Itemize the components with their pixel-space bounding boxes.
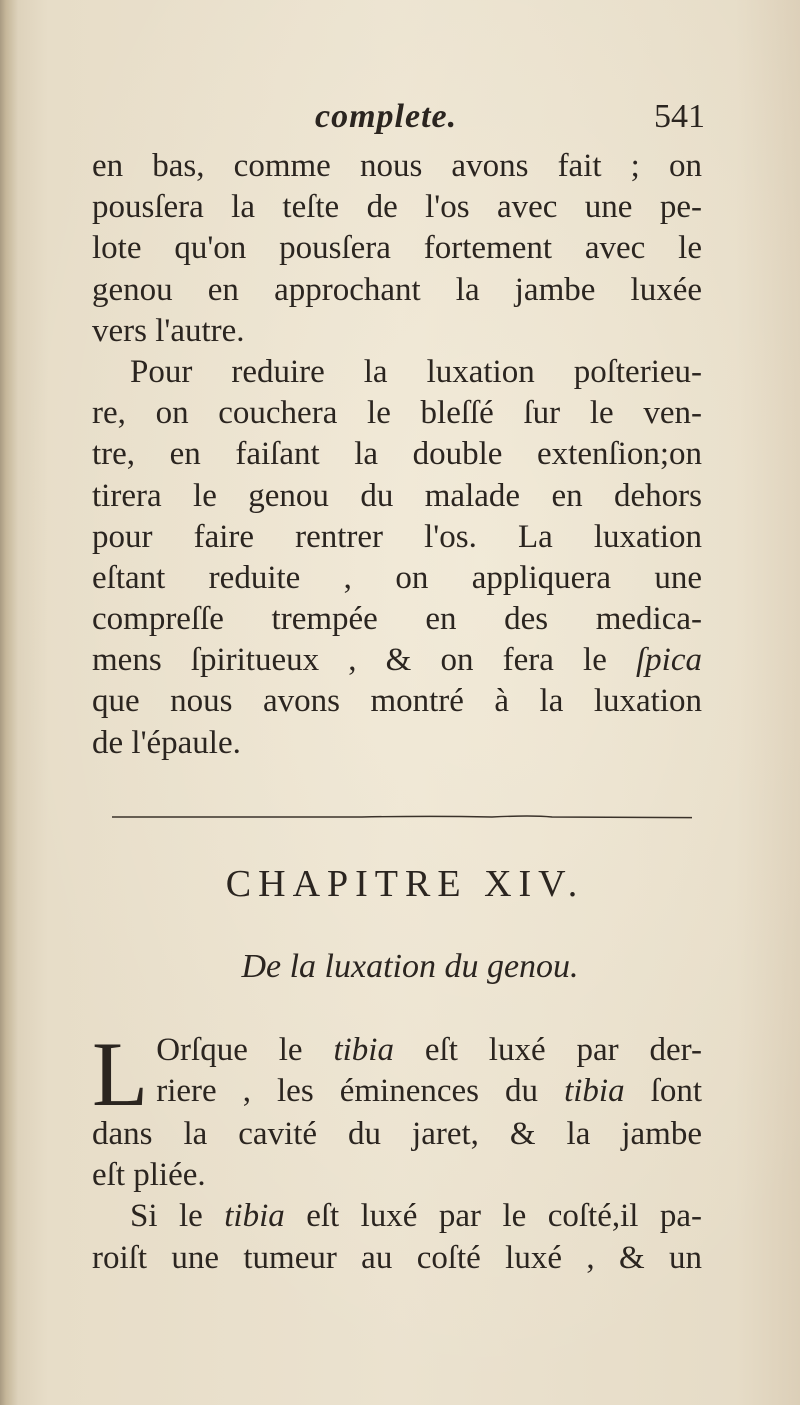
chapter-heading: CHAPITRE XIV.	[225, 863, 585, 905]
text-line: Pour reduire la luxation poſterieu-	[130, 353, 702, 390]
dropcap-lines	[156, 1030, 702, 1112]
text-line: compreſſe trempée en des medica-	[92, 601, 702, 638]
running-title: complete.	[315, 98, 458, 135]
text-line: eſt pliée.	[92, 1157, 206, 1194]
text-line: pousſera la teſte de l'os avec une pe-	[92, 189, 702, 226]
page-spine-edge	[0, 0, 18, 1405]
text-run: mens ſpiritueux , & on fera le	[92, 642, 637, 679]
text-line: tre, en faiſant la double extenſion;on	[92, 436, 702, 473]
text-block-upper	[92, 146, 702, 764]
text-line	[92, 640, 702, 681]
text-line: de l'épaule.	[92, 724, 241, 761]
text-line: en bas, comme nous avons fait ; on	[92, 148, 702, 184]
text-block-lower	[92, 1023, 703, 1279]
text-run: ſont	[624, 1073, 702, 1110]
text-line	[156, 1030, 702, 1071]
text-run: eſt luxé par le coſté,il pa-	[284, 1198, 703, 1235]
italic-term: tibia	[564, 1073, 625, 1110]
text-line: lote qu'on pousſera fortement avec le	[92, 230, 702, 267]
text-line: re, on couchera le bleſſé ſur le ven-	[92, 395, 702, 432]
text-line: roiſt une tumeur au coſté luxé , & un	[92, 1239, 702, 1276]
italic-term: tibia	[333, 1032, 394, 1068]
text-line: genou en approchant la jambe luxée	[92, 271, 702, 308]
text-line	[156, 1071, 702, 1112]
text-line: eſtant reduite , on appliquera une	[92, 559, 702, 596]
text-line: pour faire rentrer l'os. La luxation	[92, 518, 702, 555]
text-line	[92, 1196, 702, 1237]
page-number: 541	[654, 98, 705, 135]
italic-term: tibia	[224, 1198, 285, 1235]
text-line: vers l'autre.	[92, 312, 245, 349]
text-line: que nous avons montré à la luxation	[92, 683, 702, 720]
text-line: tirera le genou du malade en dehors	[92, 477, 702, 514]
drop-cap: L	[92, 1023, 149, 1125]
running-head	[90, 98, 705, 142]
italic-term: ſpica	[636, 642, 702, 679]
text-run: Orſque le	[156, 1032, 334, 1068]
text-run: riere , les éminences du	[156, 1073, 565, 1110]
opening-paragraph	[92, 1023, 702, 1196]
text-run: Si le	[130, 1198, 225, 1235]
text-line: dans la cavité du jaret, & la jambe	[92, 1116, 702, 1152]
ornamental-rule	[112, 815, 692, 819]
chapter-subtitle: De la luxation du genou.	[241, 948, 579, 985]
text-run: eſt luxé par der-	[393, 1032, 702, 1068]
